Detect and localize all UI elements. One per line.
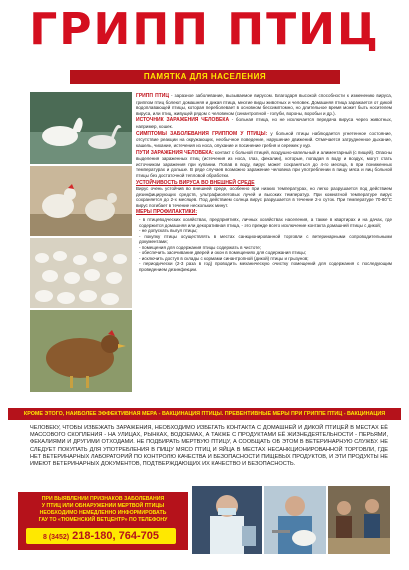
symptoms-text: у больной птицы наблюдается угнетенное состояние, отсутствие реакции на окружающих, необычное поведение, нарушение движений. Отмечается затрудненное дыхание, кашель, чихание, истечения из носа, опухание и посинение гребня и сережек у кур. — [136, 130, 392, 148]
routes-paragraph — [136, 150, 392, 179]
poster-subtitle: ПАМЯТКА ДЛЯ НАСЕЛЕНИЯ — [70, 70, 340, 84]
alert-line: НЕОБХОДИМО НЕМЕДЛЕННО ИНФОРМИРОВАТЬ — [39, 510, 167, 516]
prevention-item: - помещения для содержания птицы содержать в чистоте; — [139, 244, 262, 250]
source-paragraph — [136, 117, 392, 129]
chickens-photo — [30, 166, 132, 236]
prevention-item: - обеспечить засечивание дверей и окон в помещениях для содержания птицы; — [139, 250, 307, 256]
bottom-photo-strip — [192, 486, 390, 554]
alert-line: ПРИ ВЫЯВЛЕНИИ ПРИЗНАКОВ ЗАБОЛЕВАНИЯ — [41, 496, 165, 502]
alert-line: У ПТИЦ ИЛИ ОБНАРУЖЕНИИ МЕРТВОЙ ПТИЦЫ — [41, 503, 165, 509]
resistance-paragraph — [136, 180, 392, 209]
resistance-text: Вирус очень устойчив во внешней среде, особенно при низких температурах, но легко разрушается под действием дезинфицирующих средств, ультрафиолетовых лучей и высоких температур. При комнатной температуре вирус сохраняется до 2-х месяцев. Под действием солнца вирус разрушается в течение 2-х суток. При температуре 70-80°С вирус погибает в течение нескольких минут. — [136, 186, 392, 208]
left-photo-column — [30, 92, 132, 392]
phone-prefix: 8 (3452) — [43, 534, 70, 541]
brown-hen-photo — [30, 310, 132, 392]
market-photo — [328, 486, 390, 554]
phone-digits: 218-180, 764-705 — [72, 530, 159, 542]
swans-photo — [30, 92, 132, 164]
poultry-farm-photo — [30, 238, 132, 308]
prevention-item: - исключить доступ в склады с кормами синантропной (дикой) птицы и грызунов; — [139, 255, 309, 261]
phone-number[interactable] — [26, 528, 176, 544]
intro-heading: ГРИПП ПТИЦ — [136, 93, 169, 99]
prevention-heading: МЕРЫ ПРОФИЛАКТИКИ: — [136, 209, 197, 216]
prevention-heading-line — [136, 209, 392, 216]
alert-line: ГАУ ТО «ТЮМЕНСКИЙ ВЕТЦЕНТР» ПО ТЕЛЕФОНУ — [38, 517, 168, 523]
intro-paragraph — [136, 93, 392, 116]
resistance-heading: УСТОЙЧИВОСТЬ ВИРУСА ВО ВНЕШНЕЙ СРЕДЕ — [136, 179, 255, 186]
symptoms-paragraph — [136, 131, 392, 149]
human-safety-text: ЧЕЛОВЕКУ, ЧТОБЫ ИЗБЕЖАТЬ ЗАРАЖЕНИЯ, НЕОБХОДИМО ИЗБЕГАТЬ КОНТАКТА С ДОМАШНЕЙ И ДИКОЙ ПТИЦЕЙ В МЕСТАХ ЕЁ МАССОВОГО СКОПЛЕНИЯ - НА УЛИЦАХ, РЫНКАХ, ВОДОЕМАХ, А ТАКЖЕ С ПРОДУКТАМИ ЕЁ ЖИЗНЕДЕЯТЕЛЬНОСТИ - ПЕРЬЯМИ, ФЕКАЛИЯМИ И ДРУГИМИ ОТХОДАМИ. НЕ ПОДБИРАТЬ МЕРТВУЮ ПТИЦУ, А СООБЩАТЬ ОБ ЭТОМ В ВЕТЕРИНАРНУЮ СЛУЖБУ. НЕ СЛЕДУЕТ ПОКУПАТЬ ДЛЯ УПОТРЕБЛЕНИЯ В ПИЩУ МЯСО ПТИЦ И ЯЙЦА В МЕСТАХ НЕСАНКЦИОНИРОВАННОЙ ТОРГОВЛИ, ГДЕ НЕТ ВЕТЕРИНАРНЫХ ЛАБОРАТОРИЙ ПО КОНТРОЛЮ КАЧЕСТВА И БЕЗОПАСНОСТИ ПИЩЕВЫХ ПРОДУКТОВ, И ЭТИ ПРОДУКТЫ НЕ ИМЕЮТ ВЕТЕРИНАРНЫХ ДОКУМЕНТОВ, ПОДТВЕРЖДАЮЩИХ ИХ КАЧЕСТВО И БЕЗОПАСНОСТЬ. — [30, 425, 388, 468]
lab-worker-photo — [192, 486, 262, 554]
source-text: - больная птица, но не исключается передача вируса через животных, например, кошек. — [136, 117, 392, 129]
prevention-item: - в птицеводческих хозяйствах, предприятиях, личных хозяйствах населения, а также в квартирах и на дачах, где содержится домашняя или декоративная птица, - это прежде всего исключение контакта домашней птицы с дикой; — [139, 217, 392, 228]
symptoms-heading: СИМПТОМЫ ЗАБОЛЕВАНИЯ ГРИППОМ У ПТИЦЫ: — [136, 130, 268, 137]
prevention-item: - покупку птицы осуществлять в местах санкционированной торговли с ветеринарными сопроводительными документами; — [139, 233, 392, 245]
poster-title: ГРИПП ПТИЦ — [29, 4, 380, 55]
vaccination-photo — [264, 486, 326, 554]
prevention-item: - не допускать выгул птицы; — [139, 228, 198, 234]
routes-text: контакт с больной птицей, воздушно-капельный и алиментарный (с пищей). Опасны выделения зараженных птиц (истечения из носа, глаз, фекалии), которые, попадая в воду и воздух, могут стать источником заражения при купании. Попав в воду, вирус может сохраняться до 4-го месяца, в при пониженных температурах и дольше. В ряде случаев возможно заражение человека при употреблении в пищу мяса и яиц больной птицы без достаточной тепловой обработки. — [136, 149, 392, 178]
prevention-item: - периодически (2-3 раза в год) проводить механическую очистку помещений для содержания с последующим проведением дезинфекции. — [139, 261, 392, 272]
intro-text: - заразное заболевание, вызываемое вирусом. Благодаря высокой способности к изменению вируса, гриппом птиц болеют домашняя и дикая птица, многие виды животных и человек. Домашняя птица заражается от дикой водоплавающей птицы, которая переболевает в основном бессимптомно, но длительное время может быть носителем вируса, или птиц, живущей рядом с человеком (синантропной - голуби, вороны, воробьи и др.). — [136, 93, 392, 116]
main-text-column — [136, 93, 392, 397]
source-heading: ИСТОЧНИК ЗАРАЖЕНИЯ ЧЕЛОВЕКА — [136, 117, 230, 124]
routes-heading: ПУТИ ЗАРАЖЕНИЯ ЧЕЛОВЕКА: — [136, 149, 214, 156]
vaccination-banner: КРОМЕ ЭТОГО, НАИБОЛЕЕ ЭФФЕКТИВНАЯ МЕРА - ВАКЦИНАЦИЯ ПТИЦЫ. ПРЕВЕНТИВНЫЕ МЕРЫ ПРИ ГРИППЕ ПТИЦ - ВАКЦИНАЦИЯ — [8, 408, 401, 420]
